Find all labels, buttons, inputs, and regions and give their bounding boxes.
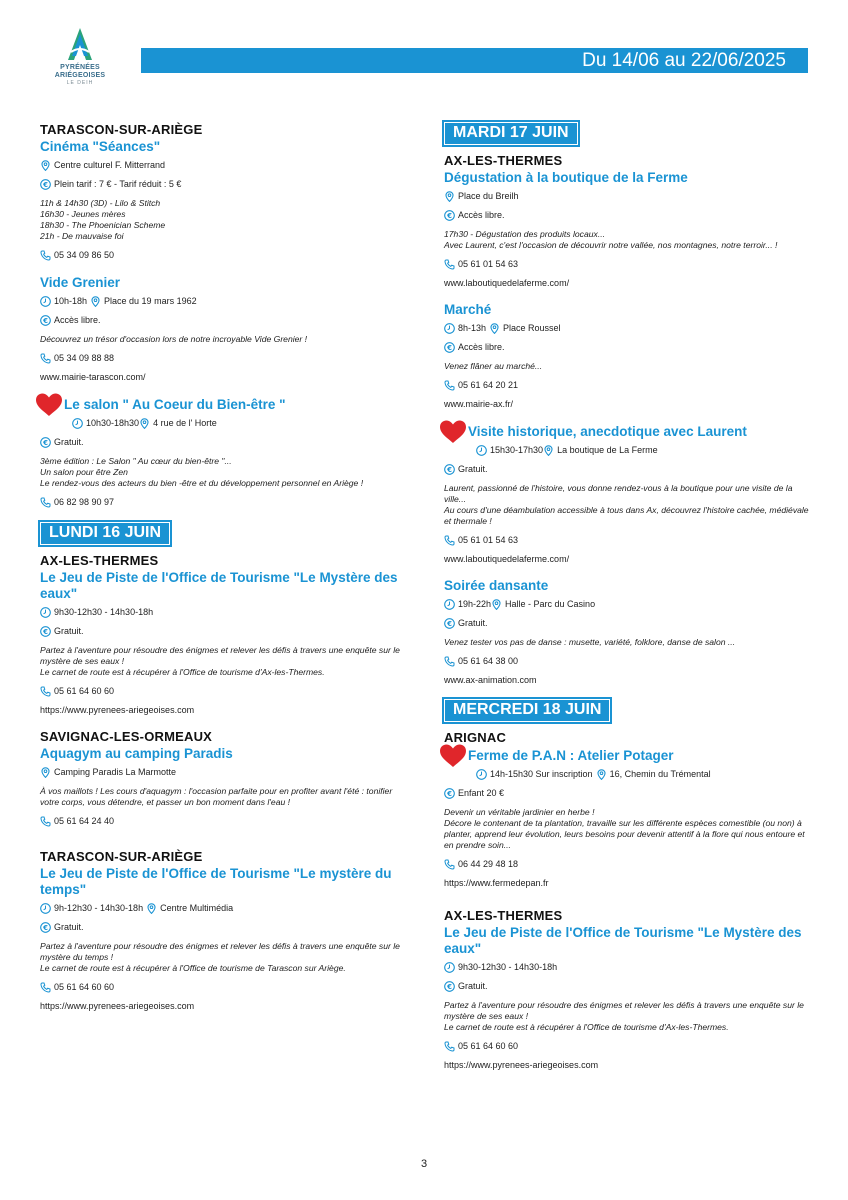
location-pin-icon [596, 769, 607, 780]
svg-text:€: € [447, 466, 452, 474]
event-visite-historique [444, 423, 812, 564]
event-town: ARIGNAC [444, 730, 507, 745]
event-price: Accès libre. [54, 315, 101, 325]
event-description: Venez flâner au marché... [444, 361, 543, 371]
euro-icon [444, 618, 455, 629]
event-url[interactable]: www.mairie-ax.fr/ [444, 399, 514, 409]
event-phone[interactable]: 05 61 64 60 60 [54, 982, 115, 992]
event-jeu-de-piste-ax [40, 553, 410, 715]
date-range-banner: Du 14/06 au 22/06/2025 [141, 48, 808, 73]
heart-icon [438, 743, 468, 769]
event-phone[interactable]: 05 61 01 54 63 [458, 535, 519, 545]
event-atelier-potager [444, 730, 812, 888]
event-title[interactable]: Dégustation à la boutique de la Ferme [444, 170, 688, 185]
event-town: AX-LES-THERMES [444, 908, 563, 923]
location-pin-icon [543, 445, 554, 456]
location-pin-icon [40, 160, 51, 171]
svg-text:€: € [43, 924, 48, 932]
event-title[interactable]: Aquagym au camping Paradis [40, 746, 233, 761]
clock-icon [444, 599, 455, 610]
event-phone[interactable]: 05 34 09 86 50 [54, 250, 115, 260]
logo-text-2: ARIÉGEOISES [54, 72, 106, 79]
event-price: Gratuit. [54, 922, 84, 932]
event-degustation [444, 153, 812, 288]
event-title[interactable]: Le salon " Au Coeur du Bien-être " [64, 397, 286, 412]
event-time: 15h30-17h30 [490, 445, 544, 455]
phone-icon [444, 259, 455, 270]
phone-icon [40, 353, 51, 364]
event-price: Accès libre. [458, 342, 505, 352]
location-pin-icon [40, 767, 51, 778]
svg-text:€: € [447, 212, 452, 220]
event-time: 8h-13h [458, 323, 487, 333]
svg-text:€: € [447, 983, 452, 991]
euro-icon [444, 342, 455, 353]
event-price: Plein tarif : 7 € - Tarif réduit : 5 € [54, 179, 182, 189]
day-heading-wednesday: MERCREDI 18 JUIN [444, 699, 610, 722]
event-description: Partez à l'aventure pour résoudre des énigmes et relever les défis à travers une enquête sur le mystère de ses eaux ! Le carnet de route est à récupérer à l'Office de tourisme d'Ax-les-Thermes. [444, 1000, 804, 1032]
event-place: Place Roussel [503, 323, 561, 333]
event-place: La boutique de La Ferme [557, 445, 658, 455]
event-description: Découvrez un trésor d'occasion lors de notre incroyable Vide Grenier ! [40, 334, 308, 344]
location-pin-icon [491, 599, 502, 610]
event-time: 14h-15h30 Sur inscription [490, 769, 593, 779]
event-phone[interactable]: 05 61 64 60 60 [54, 686, 115, 696]
euro-icon [444, 788, 455, 799]
event-url[interactable]: https://www.pyrenees-ariegeoises.com [40, 705, 195, 715]
event-town: TARASCON-SUR-ARIÈGE [40, 122, 203, 137]
logo-text-1: PYRÉNÉES [60, 64, 100, 71]
event-title[interactable]: Cinéma "Séances" [40, 139, 161, 154]
event-description: À vos maillots ! Les cours d'aquagym : l'occasion parfaite pour en profiter avant l'été : tonifier votre corps, vous détendre, et passer un bon moment dans l'eau ! [40, 786, 393, 807]
event-place: Centre Multimédia [160, 903, 234, 913]
svg-text:€: € [447, 790, 452, 798]
event-price: Enfant 20 € [458, 788, 505, 798]
event-description: Devenir un véritable jardinier en herbe ! Décore le contenant de ta plantation, travaille sur les différente espèces comestible (ou non) à planter, apprend leur évolution, leurs besoins pour devenir attentif à la flore qui nous entoure et en prendre soin... [444, 807, 805, 850]
event-time: 10h-18h [54, 296, 88, 306]
svg-text:€: € [43, 317, 48, 325]
phone-icon [40, 816, 51, 827]
svg-text:€: € [43, 181, 48, 189]
event-soiree-dansante [444, 578, 812, 685]
euro-icon [40, 922, 51, 933]
location-pin-icon [146, 903, 157, 914]
event-price: Gratuit. [458, 464, 488, 474]
event-phone[interactable]: 05 61 64 20 21 [458, 380, 519, 390]
event-place: 16, Chemin du Trémental [609, 769, 711, 779]
event-description: 3ème édition : Le Salon " Au cœur du bien-être "... Un salon pour être Zen Le rendez-vous des acteurs du bien -être et du développement personnel en Ariège ! [40, 456, 364, 488]
event-title[interactable]: Ferme de P.A.N : Atelier Potager [468, 748, 674, 763]
event-phone[interactable]: 06 44 29 48 18 [458, 859, 519, 869]
event-url[interactable]: https://www.fermedepan.fr [444, 878, 549, 888]
event-place: Place du 19 mars 1962 [104, 296, 197, 306]
phone-icon [444, 656, 455, 667]
phone-icon [40, 497, 51, 508]
event-title[interactable]: Le Jeu de Piste de l'Office de Tourisme "Le Mystère des eaux" [444, 925, 802, 956]
event-phone[interactable]: 05 61 64 24 40 [54, 816, 115, 826]
event-jeu-de-piste-tarascon [40, 849, 410, 1011]
clock-icon [444, 323, 455, 334]
euro-icon [444, 981, 455, 992]
event-time: 9h30-12h30 - 14h30-18h [458, 962, 558, 972]
phone-icon [444, 535, 455, 546]
heart-icon [438, 419, 468, 445]
phone-icon [40, 982, 51, 993]
event-url[interactable]: https://www.pyrenees-ariegeoises.com [40, 1001, 195, 1011]
event-vide-grenier [40, 275, 410, 382]
event-cinema [40, 122, 410, 261]
event-url[interactable]: www.ax-animation.com [444, 675, 537, 685]
clock-icon [444, 962, 455, 973]
event-marche [444, 302, 812, 409]
event-title[interactable]: Le Jeu de Piste de l'Office de Tourisme "Le mystère du temps" [40, 866, 392, 897]
phone-icon [444, 1041, 455, 1052]
event-title[interactable]: Marché [444, 302, 492, 317]
clock-icon [476, 445, 487, 456]
event-place: Place du Breilh [458, 191, 519, 201]
left-column [40, 122, 410, 1025]
event-price: Gratuit. [54, 626, 84, 636]
event-salon-bien-etre [40, 396, 410, 508]
euro-icon [444, 210, 455, 221]
event-url[interactable]: https://www.pyrenees-ariegeoises.com [444, 1060, 599, 1070]
event-town: TARASCON-SUR-ARIÈGE [40, 849, 203, 864]
clock-icon [40, 607, 51, 618]
right-column [444, 122, 812, 1084]
euro-icon [40, 437, 51, 448]
event-phone[interactable]: 06 82 98 90 97 [54, 497, 115, 507]
euro-icon [40, 626, 51, 637]
euro-icon [444, 464, 455, 475]
event-title[interactable]: Visite historique, anecdotique avec Laurent [468, 424, 747, 439]
event-town: AX-LES-THERMES [444, 153, 563, 168]
location-pin-icon [90, 296, 101, 307]
event-phone[interactable]: 05 61 01 54 63 [458, 259, 519, 269]
event-title[interactable]: Le Jeu de Piste de l'Office de Tourisme "Le Mystère des eaux" [40, 570, 398, 601]
svg-text:€: € [447, 344, 452, 352]
event-phone[interactable]: 05 34 09 88 88 [54, 353, 115, 363]
phone-icon [444, 380, 455, 391]
svg-text:€: € [447, 620, 452, 628]
euro-icon [40, 315, 51, 326]
event-price: Gratuit. [458, 981, 488, 991]
event-town: SAVIGNAC-LES-ORMEAUX [40, 729, 213, 744]
phone-icon [444, 859, 455, 870]
event-time: 10h30-18h30 [86, 418, 140, 428]
event-title[interactable]: Vide Grenier [40, 275, 121, 290]
phone-icon [40, 686, 51, 697]
event-price: Gratuit. [54, 437, 84, 447]
event-url[interactable]: www.laboutiquedelaferme.com/ [444, 278, 570, 288]
clock-icon [40, 903, 51, 914]
euro-icon [40, 179, 51, 190]
event-description: Laurent, passionné de l'histoire, vous donne rendez-vous à la boutique pour une visite de la ville... Au cours d'une déambulation accessible à tous dans Ax, découvrez l'histoire cachée, médiévale et thermale ! [444, 483, 809, 526]
clock-icon [40, 296, 51, 307]
clock-icon [476, 769, 487, 780]
location-pin-icon [139, 418, 150, 429]
event-place: Camping Paradis La Marmotte [54, 767, 177, 777]
event-jeu-de-piste-ax-2 [444, 908, 812, 1070]
event-title[interactable]: Soirée dansante [444, 578, 549, 593]
event-url[interactable]: www.mairie-tarascon.com/ [40, 372, 146, 382]
event-time: 9h30-12h30 - 14h30-18h [54, 607, 154, 617]
event-price: Accès libre. [458, 210, 505, 220]
page-number: 3 [420, 1158, 428, 1170]
logo-mark-icon [63, 26, 97, 64]
event-description: 11h & 14h30 (3D) - Lilo & Stitch 16h30 - Jeunes mères 18h30 - The Phoenician Scheme 21h - De mauvaise foi [40, 198, 166, 241]
day-heading-tuesday: MARDI 17 JUIN [444, 122, 578, 145]
logo-text-3: LE DEIH [66, 80, 94, 86]
location-pin-icon [489, 323, 500, 334]
event-place: Centre culturel F. Mitterrand [54, 160, 166, 170]
event-url[interactable]: www.laboutiquedelaferme.com/ [444, 554, 570, 564]
clock-icon [72, 418, 83, 429]
event-description: 17h30 - Dégustation des produits locaux... Avec Laurent, c'est l'occasion de découvrir notre vallée, nos montagnes, notre terroir... ! [444, 229, 778, 250]
event-phone[interactable]: 05 61 64 38 00 [458, 656, 519, 666]
svg-text:€: € [43, 439, 48, 447]
event-town: AX-LES-THERMES [40, 553, 159, 568]
heart-icon [34, 392, 64, 418]
event-description: Partez à l'aventure pour résoudre des énigmes et relever les défis à travers une enquête sur le mystère du temps ! Le carnet de route est à récupérer à l'Office de tourisme de Tarascon sur Ariège. [40, 941, 400, 973]
event-description: Venez tester vos pas de danse : musette, variété, folklore, danse de salon ... [444, 637, 736, 647]
event-price: Gratuit. [458, 618, 488, 628]
event-description: Partez à l'aventure pour résoudre des énigmes et relever les défis à travers une enquête sur le mystère de ses eaux ! Le carnet de route est à récupérer à l'Office de tourisme d'Ax-les-Thermes. [40, 645, 400, 677]
event-place: 4 rue de l' Horte [153, 418, 217, 428]
day-heading-monday: LUNDI 16 JUIN [40, 522, 170, 545]
event-phone[interactable]: 05 61 64 60 60 [458, 1041, 519, 1051]
event-aquagym [40, 729, 410, 827]
pyrenees-ariegeoises-logo [48, 26, 112, 96]
event-place: Halle - Parc du Casino [505, 599, 596, 609]
location-pin-icon [444, 191, 455, 202]
phone-icon [40, 250, 51, 261]
svg-text:€: € [43, 628, 48, 636]
event-time: 19h-22h [458, 599, 492, 609]
event-time: 9h-12h30 - 14h30-18h [54, 903, 144, 913]
